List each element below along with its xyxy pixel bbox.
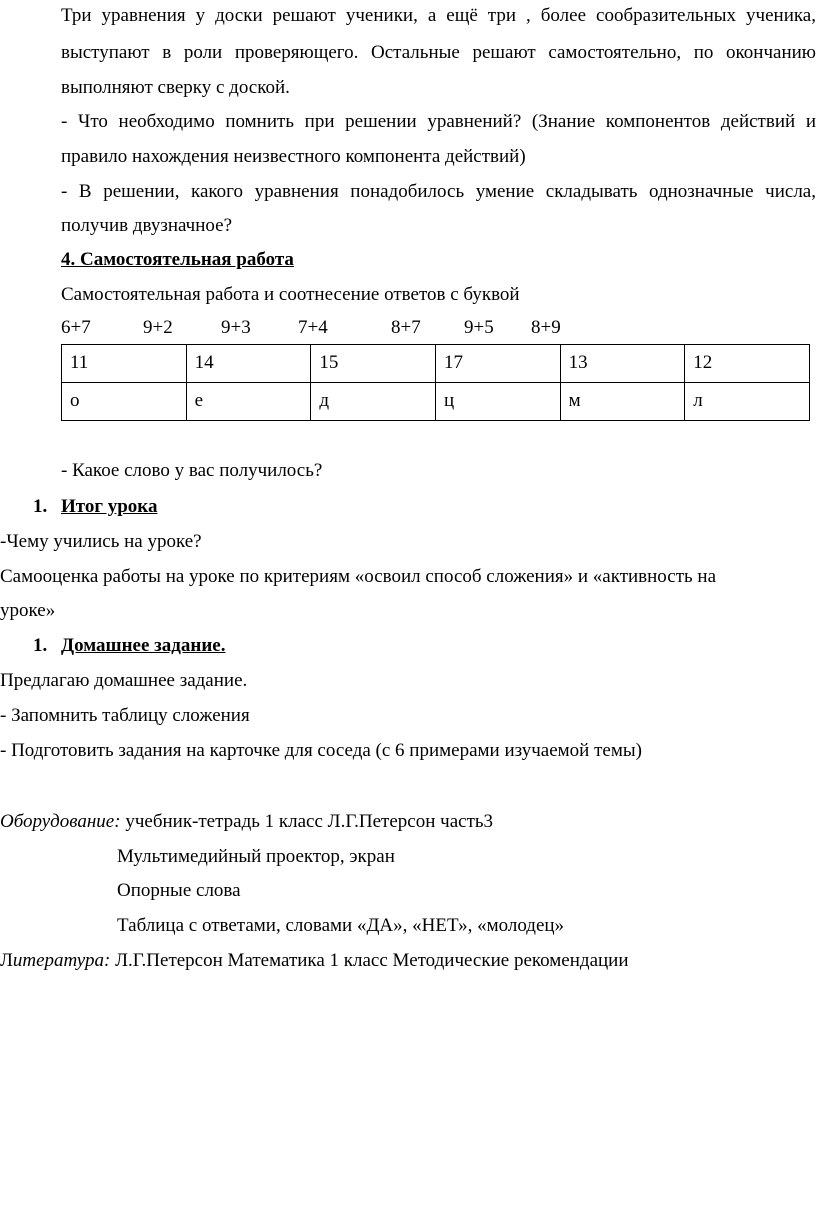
table-cell: 11 — [62, 345, 187, 383]
table-cell: л — [685, 383, 810, 421]
section-4-heading: 4. Самостоятельная работа — [61, 249, 294, 270]
expression: 9+3 — [221, 317, 251, 338]
table-cell: ц — [435, 383, 560, 421]
homework-heading: Домашнее задание. — [61, 635, 226, 656]
table-cell: м — [560, 383, 685, 421]
section-4-subtitle: Самостоятельная работа и соотнесение ответов с буквой — [61, 284, 520, 305]
summary-question: -Чему учились на уроке? — [0, 531, 202, 552]
table-cell: е — [186, 383, 311, 421]
table-cell: 12 — [685, 345, 810, 383]
table-cell: 17 — [435, 345, 560, 383]
table-cell: 15 — [311, 345, 436, 383]
literature-text: Л.Г.Петерсон Математика 1 класс Методические рекомендации — [110, 950, 629, 971]
expression: 6+7 — [61, 317, 91, 338]
equipment-item-4: Таблица с ответами, словами «ДА», «НЕТ», «молодец» — [117, 915, 565, 936]
table-row-numbers — [62, 345, 810, 383]
equipment-item-1: учебник-тетрадь 1 класс Л.Г.Петерсон часть3 — [120, 811, 494, 832]
question-2-line-1: - В решении, какого уравнения понадобилось умение складывать однозначные числа, — [61, 181, 816, 202]
expression: 8+9 — [531, 317, 561, 338]
literature-line — [0, 949, 629, 973]
homework-item-2: - Подготовить задания на карточке для соседа (с 6 примерами изучаемой темы) — [0, 740, 642, 761]
question-2-line-2: получив двузначное? — [61, 215, 232, 236]
literature-prefix: Л — [0, 950, 13, 971]
table-cell: о — [62, 383, 187, 421]
table-cell: д — [311, 383, 436, 421]
intro-line-1: Три уравнения у доски решают ученики, а ещё три , более сообразительных ученика, — [61, 5, 816, 26]
equipment-item-3: Опорные слова — [117, 880, 241, 901]
table-cell: 13 — [560, 345, 685, 383]
word-question: - Какое слово у вас получилось? — [61, 460, 323, 481]
question-1-line-2: правило нахождения неизвестного компонента действий) — [61, 146, 526, 167]
table-cell: 14 — [186, 345, 311, 383]
intro-line-3: выполняют сверку с доской. — [61, 77, 290, 98]
expression: 9+2 — [143, 317, 173, 338]
homework-item-1: - Запомнить таблицу сложения — [0, 705, 250, 726]
summary-heading: Итог урока — [61, 496, 158, 517]
equipment-line — [0, 810, 493, 834]
literature-label: итература: — [12, 950, 111, 971]
equipment-label: Оборудование: — [0, 811, 121, 832]
homework-number: 1. — [33, 635, 48, 656]
answer-table — [61, 344, 810, 421]
expression: 8+7 — [391, 317, 421, 338]
expression: 9+5 — [464, 317, 494, 338]
table-row-letters — [62, 383, 810, 421]
equipment-item-2: Мультимедийный проектор, экран — [117, 846, 395, 867]
question-1-line-1: - Что необходимо помнить при решении уравнений? (Знание компонентов действий и — [61, 111, 816, 132]
homework-intro: Предлагаю домашнее задание. — [0, 670, 248, 691]
self-eval-line-1: Самооценка работы на уроке по критериям «освоил способ сложения» и «активность на — [0, 566, 717, 587]
summary-number: 1. — [33, 496, 48, 517]
intro-line-2: выступают в роли проверяющего. Остальные решают самостоятельно, по окончанию — [61, 42, 816, 63]
expression: 7+4 — [298, 317, 328, 338]
self-eval-line-2: уроке» — [0, 600, 56, 621]
